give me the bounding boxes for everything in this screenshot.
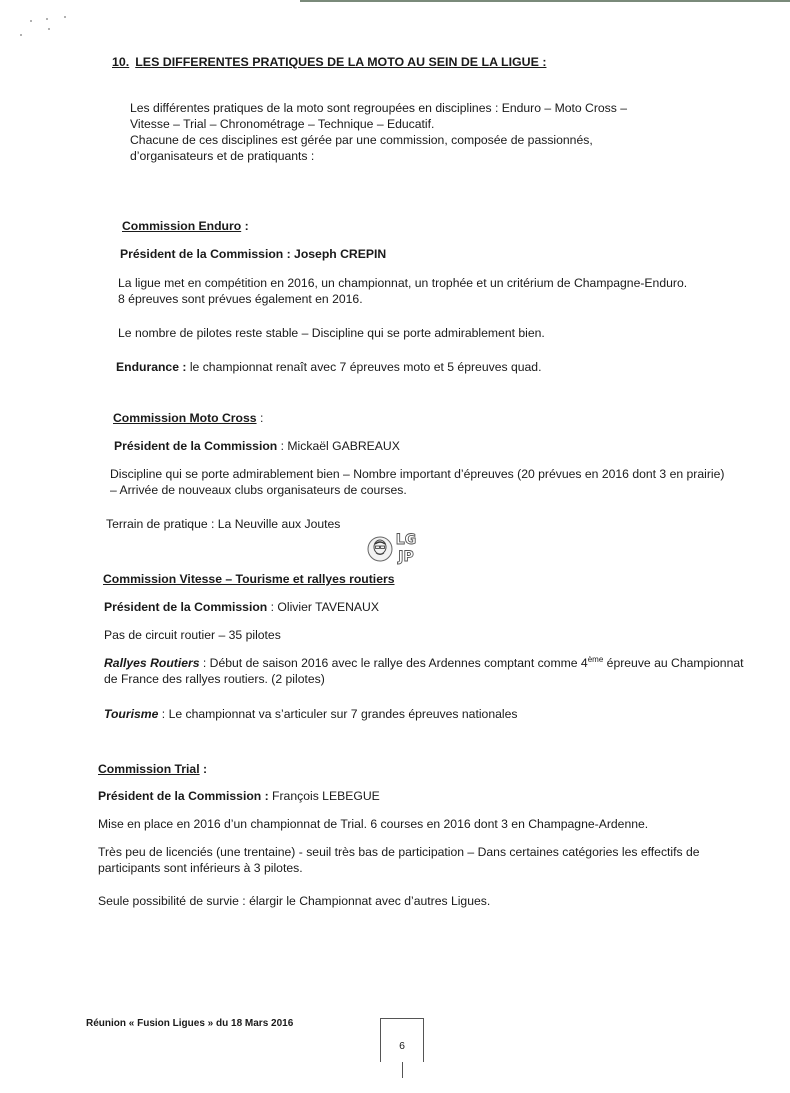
enduro-paragraph — [118, 275, 687, 307]
vitesse-president-name: : Olivier TAVENAUX — [267, 600, 379, 614]
motocross-terrain: Terrain de pratique : La Neuville aux Joutes — [106, 517, 341, 531]
motocross-paragraph — [110, 466, 724, 498]
enduro-line: 8 épreuves sont prévues également en 2016. — [118, 292, 363, 306]
rallyes-text-end: épreuve au Championnat — [603, 656, 744, 670]
endurance-label: Endurance : — [116, 360, 187, 374]
intro-line: d’organisateurs et de pratiquants : — [130, 149, 315, 163]
trial-title: Commission Trial — [98, 762, 200, 776]
page-number-box — [380, 1018, 424, 1062]
tourisme-text: : Le championnat va s’articuler sur 7 grandes épreuves nationales — [158, 707, 518, 721]
trial-survival-text: Seule possibilité de survie : élargir le Championnat avec d’autres Ligues. — [98, 894, 491, 908]
rallyes-line — [104, 655, 744, 671]
motocross-title: Commission Moto Cross — [113, 411, 257, 425]
vitesse-title: Commission Vitesse – Tourisme et rallyes routiers — [103, 572, 395, 586]
trial-line: participants sont inférieurs à 3 pilotes. — [98, 861, 303, 875]
intro-line: Vitesse – Trial – Chronométrage – Technique – Educatif. — [130, 117, 435, 131]
intro-paragraph — [130, 100, 627, 164]
intro-line: Les différentes pratiques de la moto sont regroupées en disciplines : Enduro – Moto Cross – — [130, 101, 628, 115]
tourisme-paragraph — [104, 706, 517, 722]
top-edge-rule — [300, 0, 790, 2]
trial-title-suffix: : — [199, 762, 208, 776]
enduro-president: Président de la Commission : Joseph CREPIN — [120, 247, 387, 261]
enduro-title-suffix: : — [241, 219, 249, 233]
stamp-letters-top: LG — [395, 532, 417, 548]
page-number-tick — [402, 1062, 403, 1078]
motocross-line: Discipline qui se porte admirablement bien – Nombre important d’épreuves (20 prévues en 2016 dont 3 en prairie) — [110, 467, 725, 481]
motocross-heading — [113, 410, 263, 426]
trial-championship-text: Mise en place en 2016 d’un championnat de Trial. 6 courses en 2016 dont 3 en Champagne-Ardenne. — [98, 817, 649, 831]
section-heading — [112, 54, 546, 70]
intro-line: Chacune de ces disciplines est gérée par une commission, composée de passionnés, — [130, 133, 593, 147]
motocross-president-label: Président de la Commission — [114, 439, 278, 453]
scan-specks — [18, 14, 78, 44]
section-title: LES DIFFERENTES PRATIQUES DE LA MOTO AU SEIN DE LA LIGUE : — [135, 55, 547, 69]
motocross-line: – Arrivée de nouveaux clubs organisateurs de courses. — [110, 483, 407, 497]
trial-line: Très peu de licenciés (une trentaine) - seuil très bas de participation – Dans certaines catégories les effectifs de — [98, 845, 700, 859]
trial-participation-paragraph — [98, 844, 700, 876]
vitesse-president — [104, 599, 379, 615]
tourisme-label: Tourisme — [104, 707, 159, 721]
endurance-text: le championnat renaît avec 7 épreuves moto et 5 épreuves quad. — [186, 360, 542, 374]
enduro-title: Commission Enduro — [122, 219, 242, 233]
motocross-president-name: : Mickaël GABREAUX — [277, 439, 400, 453]
stamp-letters-bottom: JP — [398, 549, 414, 565]
endurance-paragraph — [116, 359, 541, 375]
section-number: 10. — [112, 55, 130, 69]
lgjp-stamp — [366, 527, 422, 567]
trial-president-name: François LEBEGUE — [268, 789, 380, 803]
rallyes-paragraph — [104, 655, 744, 687]
trial-heading — [98, 761, 207, 777]
rallyes-text: : Début de saison 2016 avec le rallye des Ardennes comptant comme 4 — [199, 656, 588, 670]
trial-president-label: Président de la Commission : — [98, 789, 269, 803]
enduro-pilots-text: Le nombre de pilotes reste stable – Discipline qui se porte admirablement bien. — [118, 326, 545, 340]
motocross-president — [114, 438, 400, 454]
trial-president — [98, 788, 380, 804]
vitesse-president-label: Président de la Commission — [104, 600, 268, 614]
enduro-line: La ligue met en compétition en 2016, un championnat, un trophée et un critérium de Champagne-Enduro. — [118, 276, 688, 290]
footer-meeting-text: Réunion « Fusion Ligues » du 18 Mars 2016 — [86, 1018, 294, 1029]
motocross-title-suffix: : — [256, 411, 264, 425]
rallyes-line: de France des rallyes routiers. (2 pilotes) — [104, 672, 325, 686]
enduro-heading — [122, 218, 249, 234]
page-number: 6 — [399, 1040, 405, 1052]
rallyes-superscript: ème — [587, 654, 604, 664]
vitesse-circuit-text: Pas de circuit routier – 35 pilotes — [104, 628, 281, 642]
rallyes-label: Rallyes Routiers — [104, 656, 200, 670]
